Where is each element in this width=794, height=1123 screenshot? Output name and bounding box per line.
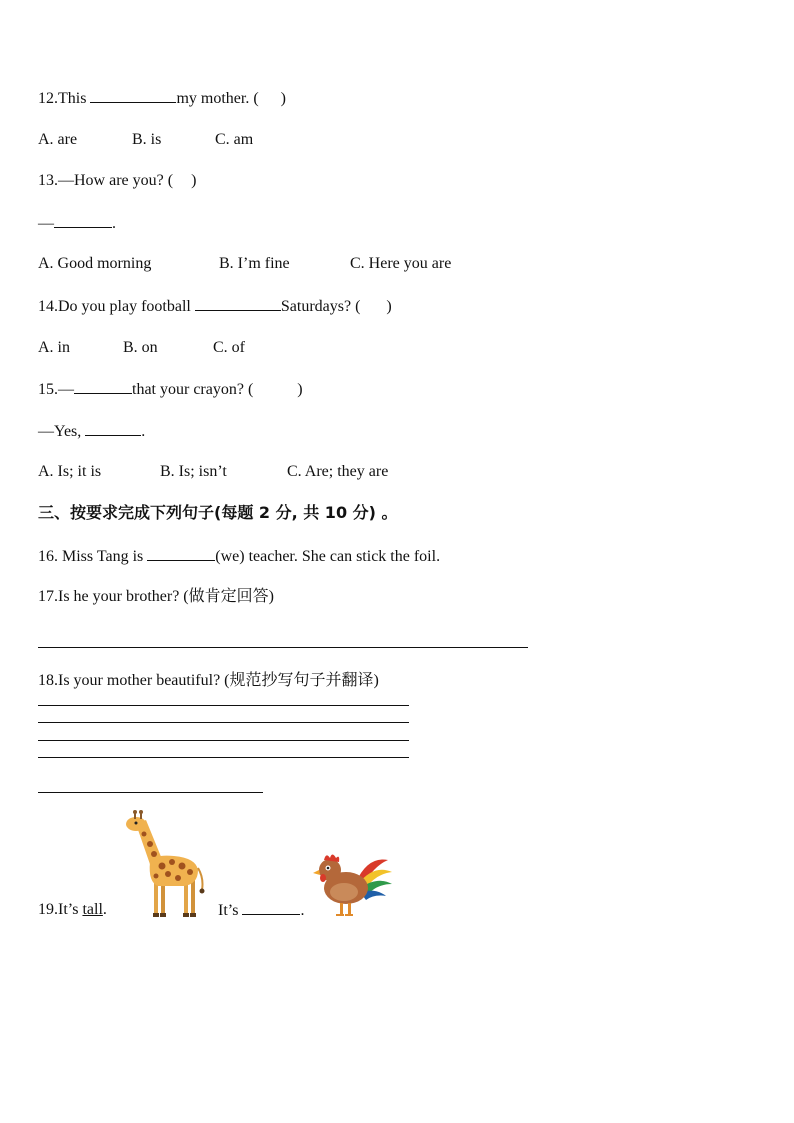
writing-line-2[interactable] [38, 722, 409, 723]
writing-line-1[interactable] [38, 705, 409, 706]
question-15: 15.— that your crayon? ( ) [38, 381, 303, 398]
options-14 [38, 338, 245, 358]
question-18: 18.Is your mother beautiful? (规范抄写句子并翻译) [38, 672, 379, 689]
option-b[interactable]: B. I’m fine [219, 255, 290, 272]
answer-blank[interactable] [147, 546, 215, 561]
answer-line-15: —Yes, . [38, 423, 146, 440]
options-15 [38, 462, 388, 482]
option-c[interactable]: C. Are; they are [287, 463, 389, 480]
option-c[interactable]: C. Here you are [350, 255, 452, 272]
question-19-answer: It’s . [218, 902, 305, 919]
option-a[interactable]: A. Good morning [38, 255, 152, 272]
option-c[interactable]: C. am [215, 131, 254, 148]
answer-blank[interactable] [90, 88, 176, 103]
answer-line-13: — . [38, 215, 116, 232]
writing-line-4[interactable] [38, 757, 409, 758]
option-a[interactable]: A. in [38, 339, 70, 356]
answer-blank[interactable] [242, 900, 300, 915]
translation-line[interactable] [38, 792, 263, 793]
question-12: 12.This my mother. ( ) [38, 90, 286, 107]
rooster-icon [308, 848, 394, 918]
answer-blank[interactable] [195, 296, 281, 311]
option-b[interactable]: B. Is; isn’t [160, 463, 227, 480]
question-16: 16. Miss Tang is (we) teacher. She can stick the foil. [38, 548, 441, 565]
question-14: 14.Do you play football Saturdays? ( ) [38, 298, 392, 315]
question-17: 17.Is he your brother? (做肯定回答) [38, 588, 274, 605]
answer-line[interactable] [38, 647, 528, 648]
option-b[interactable]: B. is [132, 131, 162, 148]
writing-line-3[interactable] [38, 740, 409, 741]
answer-blank[interactable] [85, 421, 141, 436]
example-word: tall [82, 901, 103, 918]
answer-blank[interactable] [74, 379, 132, 394]
section-heading: 三、按要求完成下列句子(每题 2 分, 共 10 分) 。 [38, 503, 398, 522]
option-a[interactable]: A. are [38, 131, 78, 148]
option-c[interactable]: C. of [213, 339, 245, 356]
answer-blank[interactable] [54, 213, 112, 228]
option-b[interactable]: B. on [123, 339, 158, 356]
giraffe-icon [124, 810, 208, 918]
option-a[interactable]: A. Is; it is [38, 463, 102, 480]
question-13: 13.—How are you? ( ) [38, 172, 197, 189]
options-13 [38, 254, 451, 274]
question-19: 19.It’s tall. [38, 901, 107, 918]
options-12 [38, 130, 253, 150]
